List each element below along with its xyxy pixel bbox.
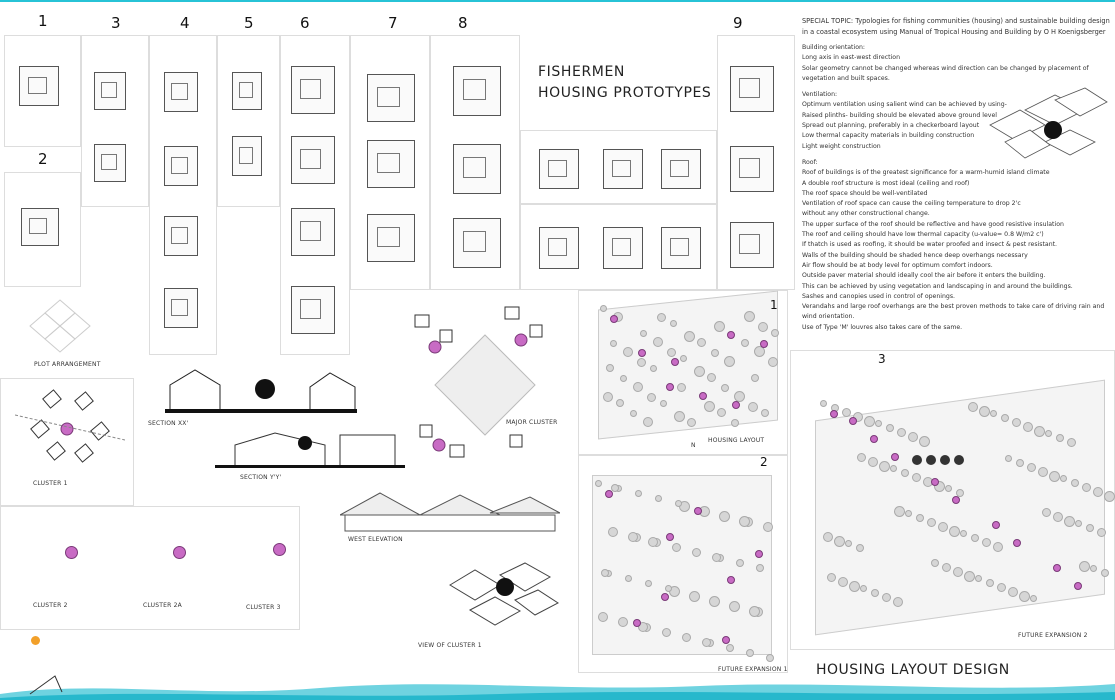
tree-mark [771, 329, 779, 337]
tree-mark [645, 580, 652, 587]
cluster-1-label: CLUSTER 1 [33, 480, 68, 487]
tree-mark [620, 375, 627, 382]
board-title: HOUSING LAYOUT DESIGN [816, 662, 1010, 678]
tree-mark [871, 589, 879, 597]
footer-wave [0, 672, 1115, 700]
community-space-marker [1013, 539, 1021, 547]
tree-mark [960, 530, 967, 537]
layout-number: 2 [760, 455, 768, 469]
community-space-marker [661, 593, 669, 601]
note-line: Verandahs and large roof overhangs are the best proven methods to take care of driving rain and wind orientation. [802, 303, 1105, 321]
community-space-marker [666, 383, 674, 391]
top-accent-line [0, 0, 1115, 2]
note-line: Ventilation of roof space can cause the ceiling temperature to drop 2'c without any other constructional change. [802, 200, 1021, 218]
tree-mark [908, 432, 918, 442]
tree-mark [982, 538, 991, 547]
tree-mark [637, 358, 646, 367]
tree-mark [758, 322, 768, 332]
community-space-marker [727, 331, 735, 339]
tree-mark [724, 356, 735, 367]
tree-mark [647, 393, 656, 402]
north-marker: N [691, 442, 696, 449]
clusters-panel [0, 506, 300, 630]
tree-mark [689, 591, 700, 602]
tree-mark [1005, 455, 1012, 462]
tree-mark [856, 544, 864, 552]
tree-mark [916, 514, 924, 522]
tree-mark [665, 585, 672, 592]
tree-mark [919, 436, 930, 447]
community-space-marker [830, 410, 838, 418]
tree-mark [595, 480, 602, 487]
tree-mark [736, 559, 744, 567]
cluster-roof-sketch [985, 80, 1110, 170]
tree-mark [938, 522, 948, 532]
tree-mark [968, 402, 978, 412]
note-line: This can be achieved by using vegetation and landscaping in and around the buildings. [802, 282, 1073, 290]
cluster-view-sketch [440, 555, 560, 635]
community-space-marker [694, 507, 702, 515]
tree-mark [1053, 512, 1063, 522]
tree-mark [717, 408, 726, 417]
community-space-marker [666, 533, 674, 541]
tree-mark [1075, 520, 1082, 527]
view-of-cluster-label: VIEW OF CLUSTER 1 [418, 642, 482, 649]
community-space-marker [699, 392, 707, 400]
tree-mark [670, 320, 677, 327]
note-line: If thatch is used as roofing, it should be water proofed and insect & pest resistant. [802, 241, 1058, 249]
tree-mark [603, 392, 613, 402]
cluster-3-label: CLUSTER 3 [246, 604, 281, 611]
tree-mark [635, 490, 642, 497]
tree-mark [684, 331, 695, 342]
prototypes-title [538, 62, 711, 104]
prototype-number: 4 [180, 14, 190, 32]
tree-mark [945, 485, 952, 492]
tree-mark [1067, 438, 1076, 447]
tree-mark [838, 577, 848, 587]
tree-mark [766, 654, 774, 662]
community-space-marker [891, 453, 899, 461]
prototype-sheet-3 [81, 35, 149, 207]
note-line: The roof and ceiling should have low thermal capacity (u-value= 0.8 W/m2 c') [802, 231, 1044, 239]
note-heading: Ventilation: [802, 91, 838, 99]
tree-mark [655, 495, 662, 502]
west-elevation-drawing [340, 485, 560, 535]
tree-mark [608, 527, 618, 537]
title-line-1: FISHERMEN [538, 64, 625, 80]
community-space-marker [849, 417, 857, 425]
tree-mark [827, 573, 836, 582]
note-line: Light weight construction [802, 142, 881, 150]
tree-mark [667, 348, 676, 357]
community-space-marker [952, 496, 960, 504]
tree-mark [868, 457, 878, 467]
tree-mark [761, 409, 769, 417]
tree-mark [971, 534, 979, 542]
tree-mark [1101, 569, 1109, 577]
layout-number: 1 [770, 298, 778, 312]
tree-mark [731, 419, 739, 427]
tree-mark [875, 420, 882, 427]
tree-mark [623, 347, 633, 357]
tree-mark [751, 374, 759, 382]
tree-mark [756, 564, 764, 572]
tree-mark [893, 597, 903, 607]
prototype-number: 1 [38, 12, 48, 30]
note-line: Sashes and canopies used in control of openings. [802, 292, 956, 300]
note-line: Air flow should be at body level for optimum comfort indoors. [802, 261, 993, 269]
prototype-number: 2 [38, 150, 48, 168]
tree-mark [748, 402, 758, 412]
tree-mark [672, 543, 681, 552]
tree-mark [726, 644, 734, 652]
tree-mark [949, 526, 960, 537]
prototype-sheet-8 [430, 35, 520, 290]
tree-mark [1049, 471, 1060, 482]
major-cluster-label: MAJOR CLUSTER [506, 419, 558, 426]
prototype-number: 6 [300, 14, 310, 32]
community-space-marker [760, 340, 768, 348]
note-line: Solar geometry cannot be changed whereas wind direction can be changed by placement of vegetation and built spaces. [802, 64, 1089, 82]
tree-mark [979, 406, 990, 417]
tree-mark [712, 553, 721, 562]
tree-mark [1104, 491, 1115, 502]
note-line: Optimum ventilation using salient wind can be achieved by using- [802, 101, 1007, 109]
prototype-number: 8 [458, 14, 468, 32]
tree-mark [633, 382, 643, 392]
note-line: Walls of the building should be shaded hence deep overhangs necessary [802, 251, 1028, 259]
tree-mark [674, 411, 685, 422]
tree-mark [675, 500, 682, 507]
tree-mark [618, 617, 628, 627]
tree-mark [628, 532, 638, 542]
community-space-marker [671, 358, 679, 366]
tree-mark [1060, 475, 1067, 482]
community-space-marker [1074, 582, 1082, 590]
community-space-marker [732, 401, 740, 409]
prototype-sheet-6 [280, 35, 350, 355]
tree-mark [653, 337, 663, 347]
note-line: Low thermal capacity materials in building construction [802, 132, 975, 140]
cluster-2a-center [173, 546, 186, 559]
cluster-2a-label: CLUSTER 2A [143, 602, 182, 609]
plot-arrangement-label: PLOT ARRANGEMENT [34, 361, 101, 368]
prototype-number: 7 [388, 14, 398, 32]
major-cluster-plan [395, 295, 575, 475]
title-line-2: HOUSING PROTOTYPES [538, 85, 712, 101]
tree-mark [650, 365, 657, 372]
section-xx-drawing [160, 365, 360, 415]
special-topic: SPECIAL TOPIC: Typologies for fishing communities (housing) and sustainable building design in a coastal ecosystem using Manual of Tropical Housing and Building by O H Koenigsberger [802, 17, 1110, 36]
tree-mark [1008, 587, 1018, 597]
community-space-marker [610, 315, 618, 323]
tree-mark [1093, 487, 1103, 497]
community-space-marker [992, 521, 1000, 529]
tree-mark [997, 583, 1006, 592]
tree-mark [616, 399, 624, 407]
tree-mark [1012, 418, 1021, 427]
tree-mark [1038, 467, 1048, 477]
tree-mark [953, 567, 963, 577]
tree-mark [763, 522, 773, 532]
prototype-number: 3 [111, 14, 121, 32]
tree-mark [1090, 565, 1097, 572]
note-line: Raised plinths- building should be elevated above ground level [802, 111, 997, 119]
tree-mark [749, 606, 760, 617]
tree-mark [864, 416, 875, 427]
community-space-marker [727, 576, 735, 584]
tree-mark [927, 518, 936, 527]
tree-mark [729, 601, 740, 612]
tree-mark [890, 465, 897, 472]
note-line: Spread out planning, preferably in a checkerboard layout [802, 122, 980, 130]
housing-layout-label: HOUSING LAYOUT [708, 437, 765, 444]
tree-mark [739, 516, 750, 527]
tree-mark [886, 424, 894, 432]
prototype-sheet-2 [4, 172, 81, 287]
tree-mark [986, 579, 994, 587]
cluster-2-center [65, 546, 78, 559]
tree-mark [682, 633, 691, 642]
tree-mark [768, 357, 778, 367]
tree-mark [606, 364, 614, 372]
prototype-number: 5 [244, 14, 254, 32]
tree-mark [1027, 463, 1036, 472]
tree-mark [1042, 508, 1051, 517]
tree-mark [625, 575, 632, 582]
future-expansion-2-label: FUTURE EXPANSION 2 [1018, 632, 1088, 639]
tree-mark [1097, 528, 1106, 537]
tree-mark [1082, 483, 1091, 492]
tree-mark [697, 338, 706, 347]
roof-plans-row-2 [520, 204, 717, 290]
tree-mark [845, 540, 852, 547]
tree-mark [662, 628, 671, 637]
note-line: The roof space should be well-ventilated [802, 189, 928, 197]
tree-mark [601, 569, 609, 577]
tree-mark [1071, 479, 1079, 487]
tree-mark [600, 305, 607, 312]
tree-mark [842, 408, 851, 417]
tree-mark [905, 510, 912, 517]
note-line: Outside paver material should ideally cool the air before it enters the building. [802, 272, 1046, 280]
tree-mark [694, 366, 705, 377]
tree-mark [1030, 595, 1037, 602]
tree-mark [721, 384, 729, 392]
community-space-marker [722, 636, 730, 644]
tree-mark [711, 349, 719, 357]
tree-mark [677, 383, 686, 392]
tree-mark [1064, 516, 1075, 527]
tree-mark [630, 410, 637, 417]
tree-mark [744, 311, 755, 322]
tree-mark [640, 330, 647, 337]
community-space-marker [605, 490, 613, 498]
tree-mark [1023, 422, 1033, 432]
tree-mark [598, 612, 608, 622]
tree-mark [1034, 426, 1045, 437]
note-heading: Roof: [802, 158, 818, 166]
tree-mark [643, 417, 653, 427]
tree-mark [857, 453, 866, 462]
tree-mark [1056, 434, 1064, 442]
tree-mark [741, 339, 749, 347]
west-elevation-label: WEST ELEVATION [348, 536, 403, 543]
community-space-marker [633, 619, 641, 627]
tree-mark [993, 542, 1003, 552]
tree-mark [820, 400, 827, 407]
tree-mark [680, 355, 687, 362]
tree-mark [849, 581, 860, 592]
tree-mark [882, 593, 891, 602]
tree-mark [912, 473, 921, 482]
tree-mark [901, 469, 909, 477]
community-space-marker [755, 550, 763, 558]
tree-mark [687, 418, 696, 427]
community-space-marker [931, 478, 939, 486]
community-trees [912, 455, 972, 467]
prototype-sheet-1 [4, 35, 81, 147]
section-yy-label: SECTION Y'Y' [240, 474, 282, 481]
tree-mark [648, 537, 658, 547]
tree-mark [719, 511, 730, 522]
roof-plans-row-1 [520, 130, 717, 204]
design-notes [802, 16, 1112, 333]
tree-mark [834, 536, 845, 547]
note-line: Roof of buildings is of the greatest significance for a warm-humid island climate [802, 169, 1050, 177]
tree-mark [746, 649, 754, 657]
note-line: Use of Type 'M' louvres also takes care of the same. [802, 323, 963, 331]
cluster-1-plan [15, 385, 125, 470]
note-line: A double roof structure is most ideal (ceiling and roof) [802, 179, 970, 187]
tree-mark [931, 559, 939, 567]
tree-mark [964, 571, 975, 582]
prototype-sheet-5 [217, 35, 280, 207]
community-space-marker [1053, 564, 1061, 572]
tree-mark [707, 373, 716, 382]
note-line: The upper surface of the roof should be reflective and have good resistive insulation [802, 220, 1064, 228]
tree-mark [894, 506, 905, 517]
tree-mark [1045, 430, 1052, 437]
section-xx-label: SECTION XX' [148, 420, 189, 427]
tree-mark [879, 461, 890, 472]
tree-mark [1019, 591, 1030, 602]
tree-mark [975, 575, 982, 582]
tree-mark [1086, 524, 1094, 532]
future-expansion-1-label: FUTURE EXPANSION 1 [718, 666, 788, 673]
tree-mark [704, 401, 715, 412]
tree-mark [714, 321, 725, 332]
prototype-sheet-7 [350, 35, 430, 290]
tree-mark [709, 596, 720, 607]
plot-arrangement-diagram [25, 298, 95, 353]
note-heading: Building orientation: [802, 44, 865, 51]
cluster-3-center [273, 543, 286, 556]
cluster-2-label: CLUSTER 2 [33, 602, 68, 609]
tree-mark [1001, 414, 1009, 422]
note-line: Long axis in east-west direction [802, 54, 900, 62]
orange-dot [31, 636, 40, 645]
prototype-sheet-4 [149, 35, 217, 355]
tree-mark [660, 400, 667, 407]
tree-mark [823, 532, 833, 542]
tree-mark [692, 548, 701, 557]
prototype-sheet-9 [717, 35, 795, 290]
tree-mark [942, 563, 951, 572]
tree-mark [1079, 561, 1090, 572]
community-space-marker [638, 349, 646, 357]
tree-mark [702, 638, 711, 647]
layout-number: 3 [878, 352, 886, 366]
community-space-marker [870, 435, 878, 443]
tree-mark [610, 340, 617, 347]
section-yy-drawing [215, 425, 405, 470]
tree-mark [897, 428, 906, 437]
tree-mark [990, 410, 997, 417]
tree-mark [860, 585, 867, 592]
prototype-number: 9 [733, 14, 743, 32]
tree-mark [657, 313, 666, 322]
tree-mark [1016, 459, 1024, 467]
